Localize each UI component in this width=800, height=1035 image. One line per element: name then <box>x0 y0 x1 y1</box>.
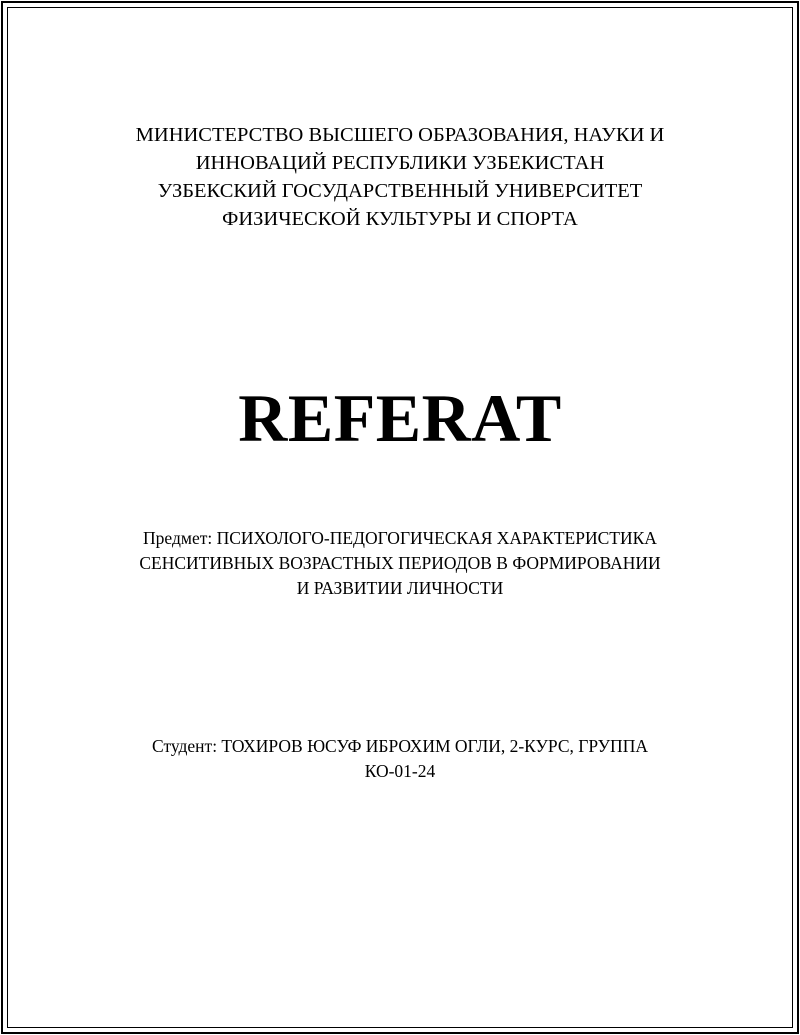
subject-line: Предмет: ПСИХОЛОГО-ПЕДОГОГИЧЕСКАЯ ХАРАКТЕРИСТИКА <box>143 528 657 548</box>
subject-line: И РАЗВИТИИ ЛИЧНОСТИ <box>296 578 504 598</box>
student-block <box>40 734 760 784</box>
student-line: КО-01-24 <box>364 761 436 781</box>
header-line: ФИЗИЧЕСКОЙ КУЛЬТУРЫ И СПОРТА <box>222 208 578 230</box>
subject-block <box>40 526 760 601</box>
document-title: REFERAT <box>238 380 562 456</box>
header-line: ИННОВАЦИЙ РЕСПУБЛИКИ УЗБЕКИСТАН <box>195 152 605 174</box>
header-line: МИНИСТЕРСТВО ВЫСШЕГО ОБРАЗОВАНИЯ, НАУКИ И <box>135 124 665 146</box>
institution-header <box>40 121 760 233</box>
subject-line: СЕНСИТИВНЫХ ВОЗРАСТНЫХ ПЕРИОДОВ В ФОРМИРОВАНИИ <box>139 553 661 573</box>
header-line: УЗБЕКСКИЙ ГОСУДАРСТВЕННЫЙ УНИВЕРСИТЕТ <box>157 180 643 202</box>
student-line: Студент: ТОХИРОВ ЮСУФ ИБРОХИМ ОГЛИ, 2-КУРС, ГРУППА <box>152 736 648 756</box>
